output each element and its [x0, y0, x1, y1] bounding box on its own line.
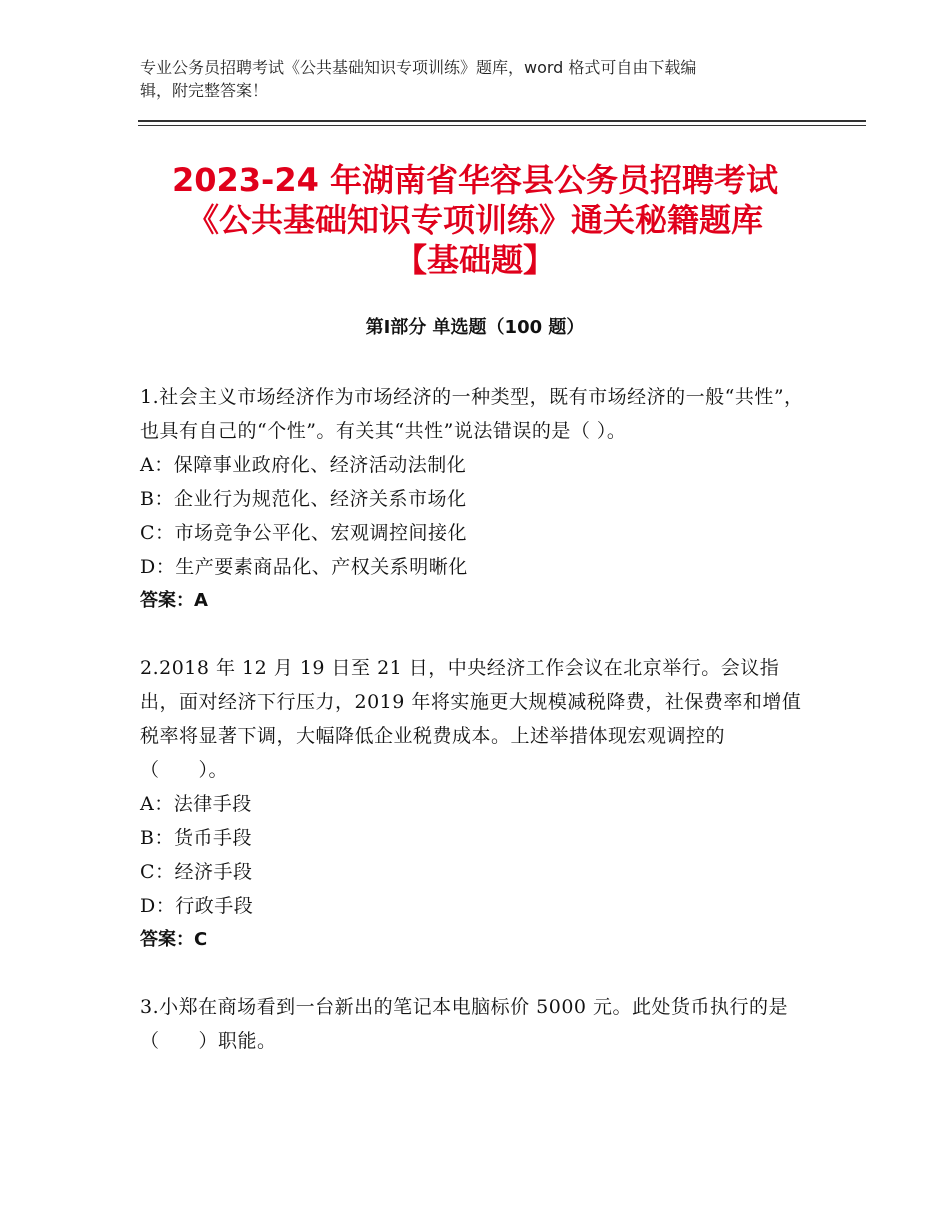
section-heading: 第Ⅰ部分 单选题（100 题）	[365, 317, 585, 338]
option-c: C：市场竞争公平化、宏观调控间接化	[140, 522, 468, 544]
option-c: C：经济手段	[140, 861, 253, 883]
header-note	[140, 56, 790, 102]
question-stem: 3.小郑在商场看到一台新出的笔记本电脑标价 5000 元。此处货币执行的是（ ）职能。	[140, 996, 789, 1052]
title-line-2: 《公共基础知识专项训练》通关秘籍题库	[186, 201, 763, 239]
title-line-1: 2023-24 年湖南省华容县公务员招聘考试	[171, 161, 779, 199]
answer: 答案：C	[140, 929, 208, 950]
option-d: D：生产要素商品化、产权关系明晰化	[140, 556, 468, 578]
option-a: A：法律手段	[140, 793, 252, 815]
option-d: D：行政手段	[140, 895, 254, 917]
question-2	[140, 651, 810, 957]
document-title	[90, 160, 860, 280]
question-stem: 2.2018 年 12 月 19 日至 21 日，中央经济工作会议在北京举行。会议指出，面对经济下行压力，2019 年将实施更大规模减税降费，社保费率和增值税率将显著下调，大幅降低企业税费成本。上述举措体现宏观调控的（ ）。	[140, 657, 802, 781]
question-list	[140, 380, 810, 1091]
header-note-line-1: 专业公务员招聘考试《公共基础知识专项训练》题库，word 格式可自由下载编	[140, 58, 697, 77]
question-3	[140, 990, 810, 1058]
header-rule-thick	[138, 120, 866, 122]
question-stem: 1.社会主义市场经济作为市场经济的一种类型，既有市场经济的一般“共性”，也具有自己的“个性”。有关其“共性”说法错误的是（ ）。	[140, 386, 804, 442]
answer: 答案：A	[140, 590, 208, 611]
header-rule-thin	[138, 125, 866, 126]
option-a: A：保障事业政府化、经济活动法制化	[140, 454, 467, 476]
header-note-line-2: 辑，附完整答案！	[140, 81, 269, 100]
option-b: B：货币手段	[140, 827, 252, 849]
question-1	[140, 380, 810, 618]
title-line-3: 【基础题】	[394, 241, 555, 279]
option-b: B：企业行为规范化、经济关系市场化	[140, 488, 467, 510]
